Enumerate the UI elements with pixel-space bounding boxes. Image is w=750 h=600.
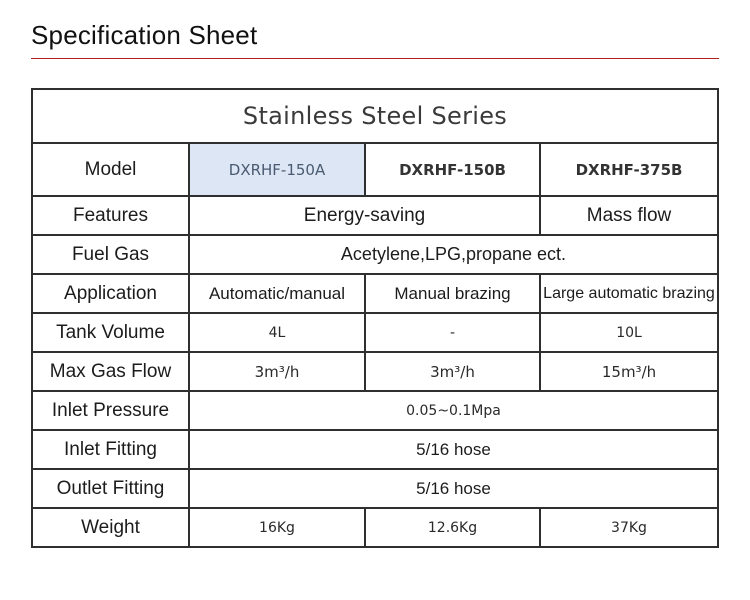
application-cell: Automatic/manual: [189, 274, 365, 313]
model-cell: DXRHF-375B: [540, 143, 718, 196]
row-label-fuel-gas: Fuel Gas: [32, 235, 189, 274]
table-row: [32, 508, 718, 547]
row-label-tank-volume: Tank Volume: [32, 313, 189, 352]
table-row: [32, 235, 718, 274]
row-label-weight: Weight: [32, 508, 189, 547]
spec-table: [31, 88, 719, 548]
row-label-features: Features: [32, 196, 189, 235]
row-label-inlet-fitting: Inlet Fitting: [32, 430, 189, 469]
row-label-inlet-pressure: Inlet Pressure: [32, 391, 189, 430]
weight-cell: 12.6Kg: [365, 508, 540, 547]
row-label-outlet-fitting: Outlet Fitting: [32, 469, 189, 508]
table-row: [32, 89, 718, 143]
inlet-pressure-cell: 0.05~0.1Mpa: [189, 391, 718, 430]
model-cell: DXRHF-150A: [189, 143, 365, 196]
max-gas-flow-cell: 3m³/h: [365, 352, 540, 391]
table-row: [32, 352, 718, 391]
weight-cell: 37Kg: [540, 508, 718, 547]
features-cell: Mass flow: [540, 196, 718, 235]
weight-cell: 16Kg: [189, 508, 365, 547]
table-row: [32, 196, 718, 235]
title-divider: [31, 58, 719, 59]
table-row: [32, 313, 718, 352]
tank-volume-cell: 10L: [540, 313, 718, 352]
series-title: Stainless Steel Series: [32, 89, 718, 143]
max-gas-flow-cell: 15m³/h: [540, 352, 718, 391]
tank-volume-cell: 4L: [189, 313, 365, 352]
outlet-fitting-cell: 5/16 hose: [189, 469, 718, 508]
page-title: Specification Sheet: [31, 20, 258, 50]
features-cell: Energy-saving: [189, 196, 540, 235]
row-label-max-gas-flow: Max Gas Flow: [32, 352, 189, 391]
model-cell: DXRHF-150B: [365, 143, 540, 196]
table-row: [32, 469, 718, 508]
table-row: [32, 274, 718, 313]
fuel-gas-cell: Acetylene,LPG,propane ect.: [189, 235, 718, 274]
table-row: [32, 430, 718, 469]
application-cell: Large automatic brazing: [540, 274, 718, 313]
max-gas-flow-cell: 3m³/h: [189, 352, 365, 391]
application-cell: Manual brazing: [365, 274, 540, 313]
inlet-fitting-cell: 5/16 hose: [189, 430, 718, 469]
row-label-application: Application: [32, 274, 189, 313]
table-row: [32, 143, 718, 196]
table-row: [32, 391, 718, 430]
row-label-model: Model: [32, 143, 189, 196]
tank-volume-cell: -: [365, 313, 540, 352]
